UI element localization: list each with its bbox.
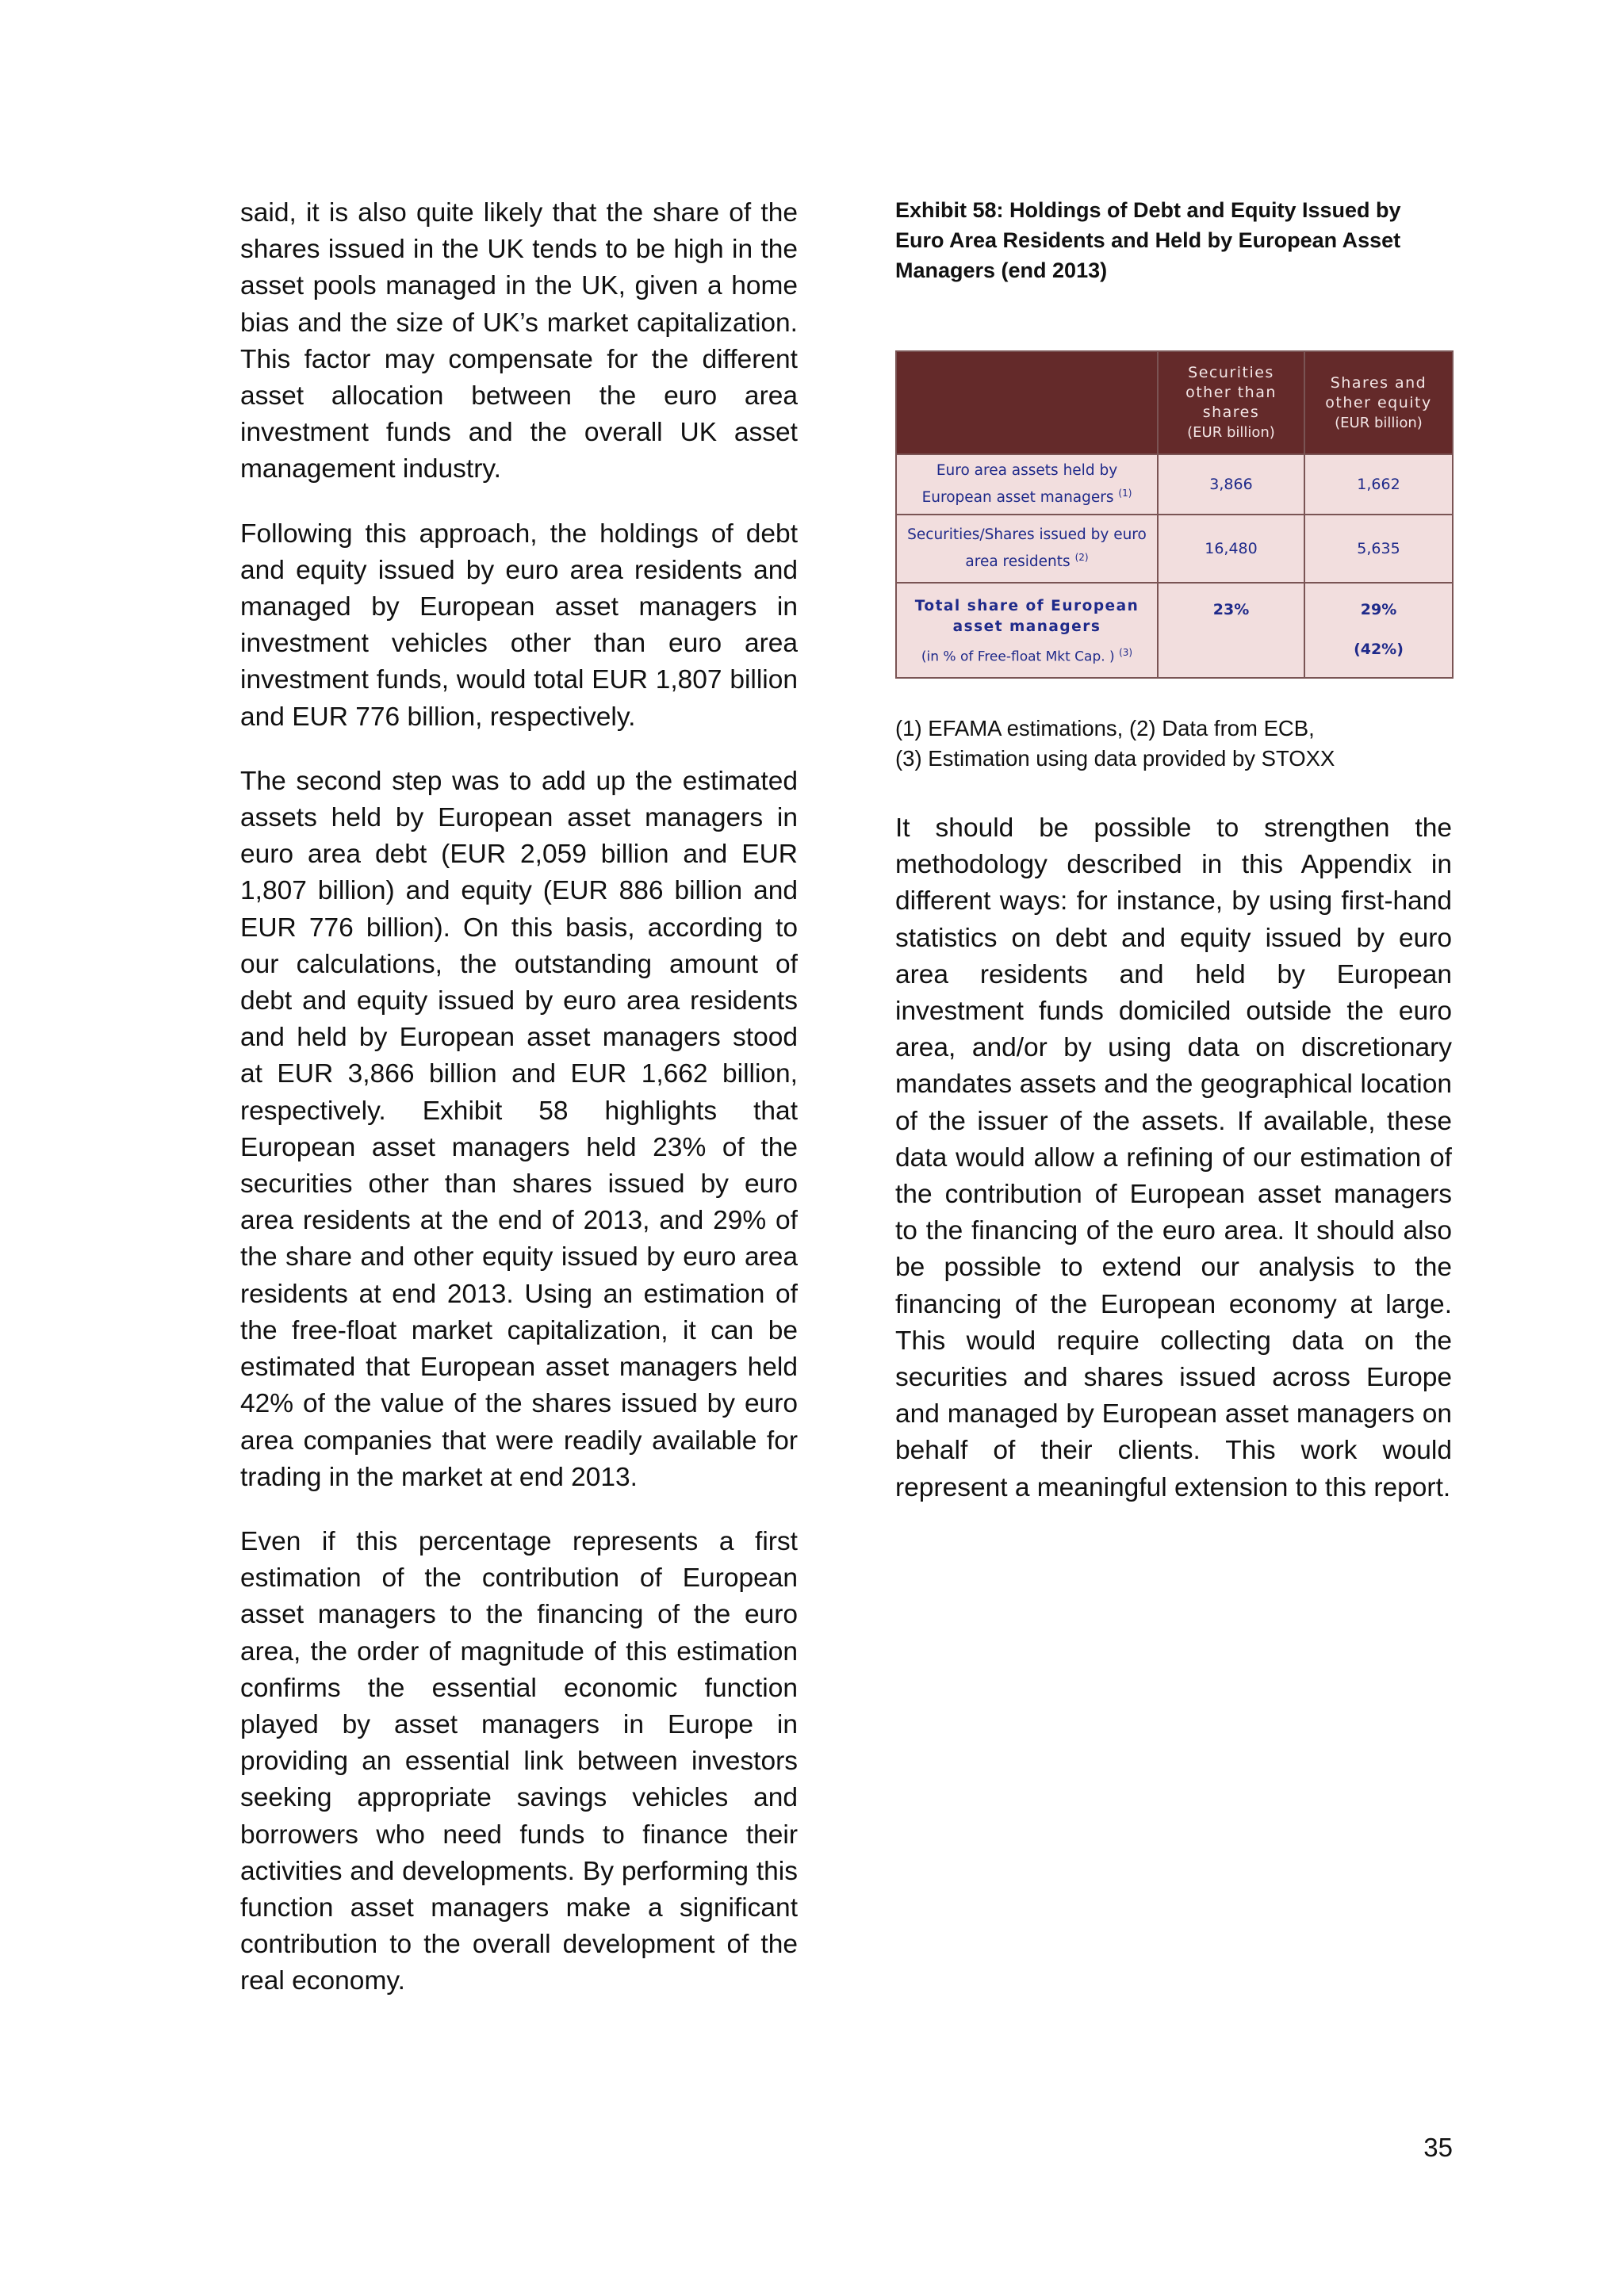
table-row — [896, 454, 1453, 515]
header-securities — [1158, 351, 1304, 454]
total-label-cell — [896, 583, 1158, 678]
total-sublabel-wrap — [902, 647, 1152, 665]
header-empty-cell — [896, 351, 1158, 454]
row-label-cell — [896, 454, 1158, 515]
total-sublabel-footnote: (3) — [1119, 646, 1133, 658]
row-label-cell — [896, 515, 1158, 583]
exhibit-notes — [895, 714, 1452, 774]
total-value-shares-cell — [1304, 583, 1453, 678]
body-paragraph-2: Following this approach, the holdings of debt and equity issued by euro area residents and managed by European asset managers in investment vehicles other than euro area investment funds, would total EUR 1,807 billion and EUR 776 billion, respectively. — [240, 519, 798, 732]
exhibit-title: Exhibit 58: Holdings of Debt and Equity Issued by Euro Area Residents and Held by European Asset Managers (end 2013) — [895, 198, 1401, 282]
row-value-securities: 3,866 — [1158, 454, 1304, 515]
body-paragraph-right: It should be possible to strengthen the methodology described in this Appendix in different ways: for instance, by using first-hand statistics on debt and equity issued by euro area residents and held by European investment funds domiciled outside the euro area, and/or by using data on discretionary mandates assets and the geographical location of the issuer of the assets. If available, these data would allow a refining of our estimation of the contribution of European asset managers to the financing of the euro area. It should also be possible to extend our analysis to the financing of the European economy at large. This would require collecting data on the securities and shares issued across Europe and managed by European asset managers on behalf of their clients. This work would represent a meaningful extension to this report. — [895, 813, 1452, 1502]
header-securities-unit: (EUR billion) — [1187, 424, 1275, 441]
header-shares — [1304, 351, 1453, 454]
total-label: Total share of European asset managers — [914, 597, 1139, 635]
row-footnote: (2) — [1074, 551, 1089, 563]
row-value-shares: 1,662 — [1304, 454, 1453, 515]
exhibit-title-block — [895, 195, 1452, 285]
left-column — [240, 195, 798, 2000]
body-paragraph-3: The second step was to add up the estimated assets held by European asset managers in euro area debt (EUR 2,059 billion and EUR 1,807 billion) and equity (EUR 886 billion and EUR 776 billion). On this basis, according to our calculations, the outstanding amount of debt and equity issued by euro area residents and held by European asset managers stood at EUR 3,866 billion and EUR 1,662 billion, respectively. Exhibit 58 highlights that European asset managers held 23% of the securities other than shares issued by euro area residents at the end of 2013, and 29% of the share and other equity issued by euro area residents at end 2013. Using an estimation of the free-float market capitalization, it can be estimated that European asset managers held 42% of the value of the shares issued by euro area companies that were readily available for trading in the market at end 2013. — [240, 766, 798, 1492]
header-shares-unit: (EUR billion) — [1335, 414, 1423, 431]
row-label: Euro area assets held by European asset managers — [921, 461, 1118, 507]
exhibit-table — [895, 350, 1454, 679]
total-sublabel: (in % of Free-float Mkt Cap. ) — [921, 649, 1115, 665]
row-label: Securities/Shares issued by euro area residents — [907, 526, 1147, 571]
total-value-shares: 29% — [1360, 601, 1397, 618]
table-header-row — [896, 351, 1453, 454]
page-number: 35 — [1423, 2133, 1453, 2162]
exhibit-note-1: (1) EFAMA estimations, (2) Data from ECB, — [895, 716, 1315, 740]
header-shares-label: Shares and other equity — [1325, 373, 1432, 411]
total-value-freefloat: (42%) — [1354, 641, 1404, 658]
total-value-securities: 23% — [1158, 583, 1304, 678]
table-row — [896, 515, 1453, 583]
row-footnote: (1) — [1118, 487, 1132, 499]
table-total-row — [896, 583, 1453, 678]
body-paragraph-4: Even if this percentage represents a first estimation of the contribution of European asset managers to the financing of the euro area, the order of magnitude of this estimation confirms the essential economic function played by asset managers in Europe in providing an essential link between investors seeking appropriate savings vehicles and borrowers who need funds to finance their activities and developments. By performing this function asset managers make a significant contribution to the overall development of the real economy. — [240, 1526, 798, 1996]
exhibit-note-2: (3) Estimation using data provided by STOXX — [895, 746, 1335, 771]
row-value-shares: 5,635 — [1304, 515, 1453, 583]
body-paragraph-1: said, it is also quite likely that the share of the shares issued in the UK tends to be high in the asset pools managed in the UK, given a home bias and the size of UK’s market capitalization. This factor may compensate for the different asset allocation between the euro area investment funds and the overall UK asset management industry. — [240, 198, 798, 484]
row-value-securities: 16,480 — [1158, 515, 1304, 583]
header-securities-label: Securities other than shares — [1185, 364, 1277, 421]
right-column — [895, 810, 1452, 1506]
